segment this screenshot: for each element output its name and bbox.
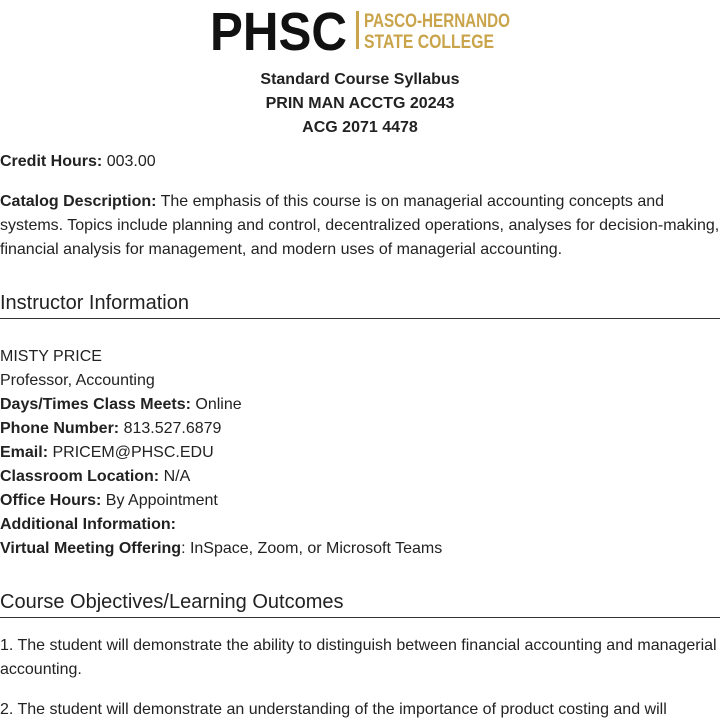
virtual-meeting-value: : InSpace, Zoom, or Microsoft Teams — [181, 540, 443, 557]
phsc-logo-graphic — [210, 2, 510, 62]
classroom-location-value: N/A — [163, 468, 191, 485]
email — [0, 441, 720, 465]
syllabus-content — [0, 150, 720, 722]
class-meeting-times — [0, 393, 720, 417]
syllabus-header — [0, 68, 720, 140]
credit-hours-label: Credit Hours: — [0, 153, 103, 170]
credit-hours — [0, 150, 720, 174]
office-hours-label: Office Hours: — [0, 492, 102, 509]
svg-text:PHSC: PHSC — [210, 2, 347, 62]
email-value[interactable]: PRICEM@PHSC.EDU — [52, 444, 214, 461]
phone-number-value: 813.527.6879 — [123, 420, 222, 437]
office-hours — [0, 489, 720, 513]
svg-text:PASCO-HERNANDO: PASCO-HERNANDO — [364, 11, 510, 32]
classroom-location — [0, 465, 720, 489]
virtual-meeting-label: Virtual Meeting Offering — [0, 540, 182, 557]
course-name: PRIN MAN ACCTG 20243 — [265, 95, 455, 112]
email-label: Email: — [0, 444, 49, 461]
instructor-info-heading: Instructor Information — [0, 289, 720, 319]
class-meeting-times-value: Online — [195, 396, 242, 413]
instructor-info — [0, 345, 720, 561]
additional-information-label: Additional Information: — [0, 516, 176, 533]
catalog-description-label: Catalog Description: — [0, 193, 157, 210]
catalog-description-text: The emphasis of this course is on managerial accounting concepts and systems. Topics include planning and control, decentralized operations, analyses for decision-making, financial analysis for management, and modern uses of managerial accounting. — [0, 193, 720, 258]
svg-text:STATE COLLEGE: STATE COLLEGE — [364, 32, 494, 53]
objective-item: 1. The student will demonstrate the ability to distinguish between financial accounting and managerial accounting. — [0, 637, 717, 678]
objective-item: 2. The student will demonstrate an understanding of the importance of product costing and will — [0, 701, 667, 718]
objectives-heading: Course Objectives/Learning Outcomes — [0, 588, 720, 618]
additional-information — [0, 513, 720, 537]
syllabus-title: Standard Course Syllabus — [260, 71, 460, 88]
office-hours-value: By Appointment — [105, 492, 218, 509]
credit-hours-value: 003.00 — [106, 153, 156, 170]
course-code: ACG 2071 4478 — [302, 119, 418, 136]
phone-number — [0, 417, 720, 441]
instructor-title: Professor, Accounting — [0, 372, 155, 389]
phone-number-label: Phone Number: — [0, 420, 120, 437]
catalog-description — [0, 190, 720, 262]
instructor-name: MISTY PRICE — [0, 348, 102, 365]
class-meeting-times-label: Days/Times Class Meets: — [0, 396, 191, 413]
classroom-location-label: Classroom Location: — [0, 468, 160, 485]
virtual-meeting-offering — [0, 537, 720, 561]
phsc-logo — [210, 2, 510, 62]
